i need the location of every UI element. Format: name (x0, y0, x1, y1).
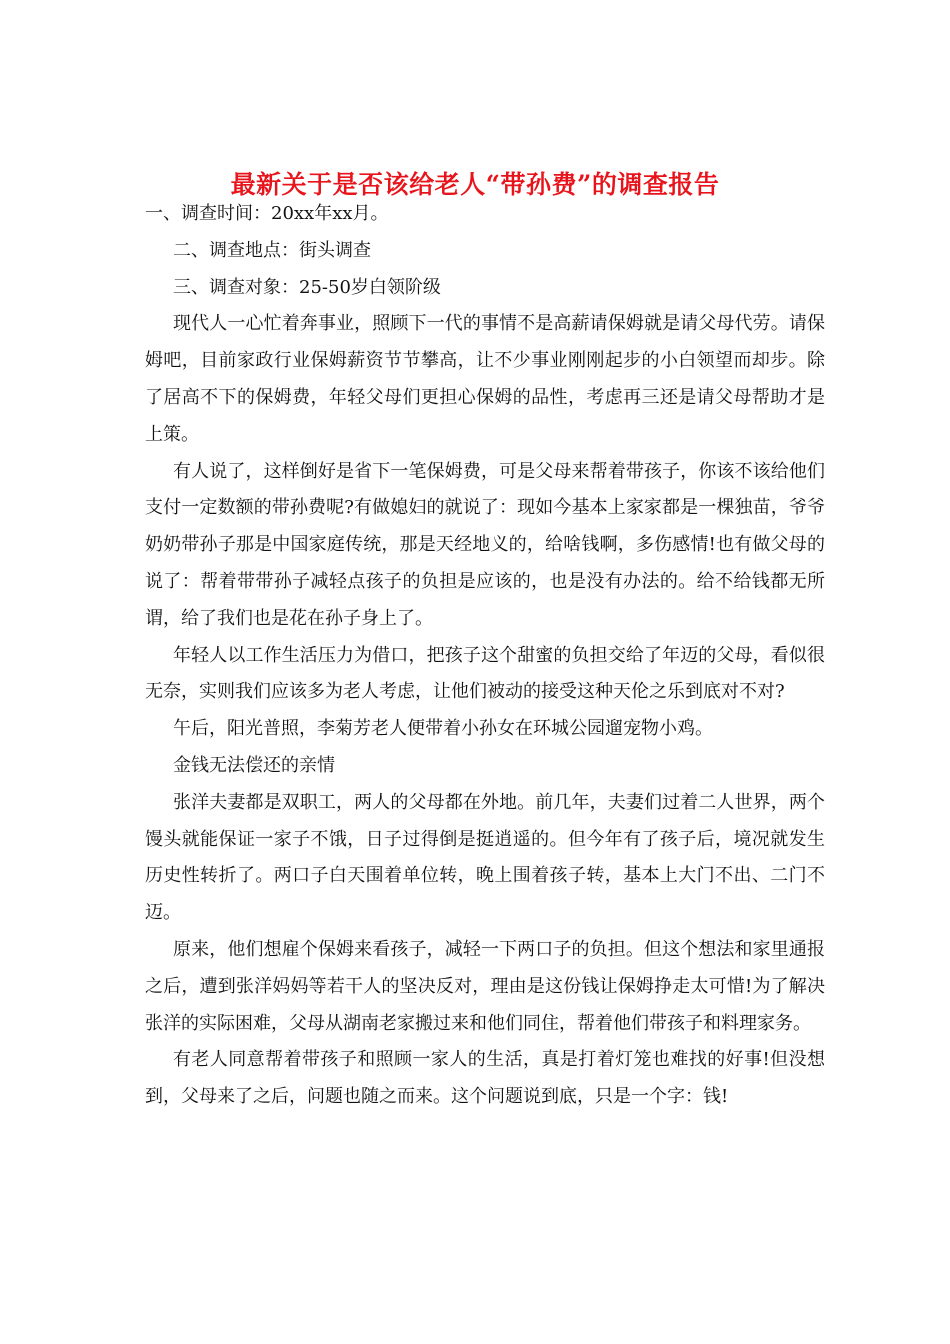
document-title: 最新关于是否该给老人“带孙费”的调查报告 (230, 169, 720, 199)
paragraph: 有人说了，这样倒好是省下一笔保姆费，可是父母来帮着带孩子，你该不该给他们支付一定数额的带孙费呢?有做媳妇的就说了：现如今基本上家家都是一棵独苗，爷爷奶奶带孙子那是中国家庭传统，那是天经地义的，给啥钱啊，多伤感情!也有做父母的说了：帮着带带孙子减轻点孩子的负担是应该的，也是没有办法的。给不给钱都无所谓，给了我们也是花在孙子身上了。 (145, 460, 825, 629)
survey-location-line: 二、调查地点：街头调查 (173, 239, 371, 261)
paragraph: 年轻人以工作生活压力为借口，把孩子这个甜蜜的负担交给了年迈的父母，看似很无奈，实则我们应该多为老人考虑，让他们被动的接受这种天伦之乐到底对不对? (145, 644, 825, 703)
paragraph: 现代人一心忙着奔事业，照顾下一代的事情不是高薪请保姆就是请父母代劳。请保姆吧，目前家政行业保姆薪资节节攀高，让不少事业刚刚起步的小白领望而却步。除了居高不下的保姆费，年轻父母们更担心保姆的品性，考虑再三还是请父母帮助才是上策。 (145, 313, 825, 445)
survey-time-line: 一、调查时间：20xx年xx月。 (145, 203, 389, 224)
paragraph: 张洋夫妻都是双职工，两人的父母都在外地。前几年，夫妻们过着二人世界，两个馒头就能保证一家子不饿，日子过得倒是挺逍遥的。但今年有了孩子后，境况就发生历史性转折了。两口子白天围着单位转，晚上围着孩子转，基本上大门不出、二门不迈。 (145, 791, 825, 924)
paragraph: 原来，他们想雇个保姆来看孩子，减轻一下两口子的负担。但这个想法和家里通报之后，遭到张洋妈妈等若干人的坚决反对，理由是这份钱让保姆挣走太可惜!为了解决张洋的实际困难，父母从湖南老家搬过来和他们同住，帮着他们带孩子和料理家务。 (145, 938, 825, 1034)
survey-subject-line: 三、调查对象：25-50岁白领阶级 (173, 276, 441, 298)
document-body (145, 196, 825, 1116)
paragraph: 有老人同意帮着带孩子和照顾一家人的生活，真是打着灯笼也难找的好事!但没想到，父母来了之后，问题也随之而来。这个问题说到底，只是一个字：钱! (145, 1049, 825, 1108)
section-heading: 金钱无法偿还的亲情 (173, 754, 335, 776)
paragraph: 午后，阳光普照，李菊芳老人便带着小孙女在环城公园遛宠物小鸡。 (173, 718, 713, 740)
